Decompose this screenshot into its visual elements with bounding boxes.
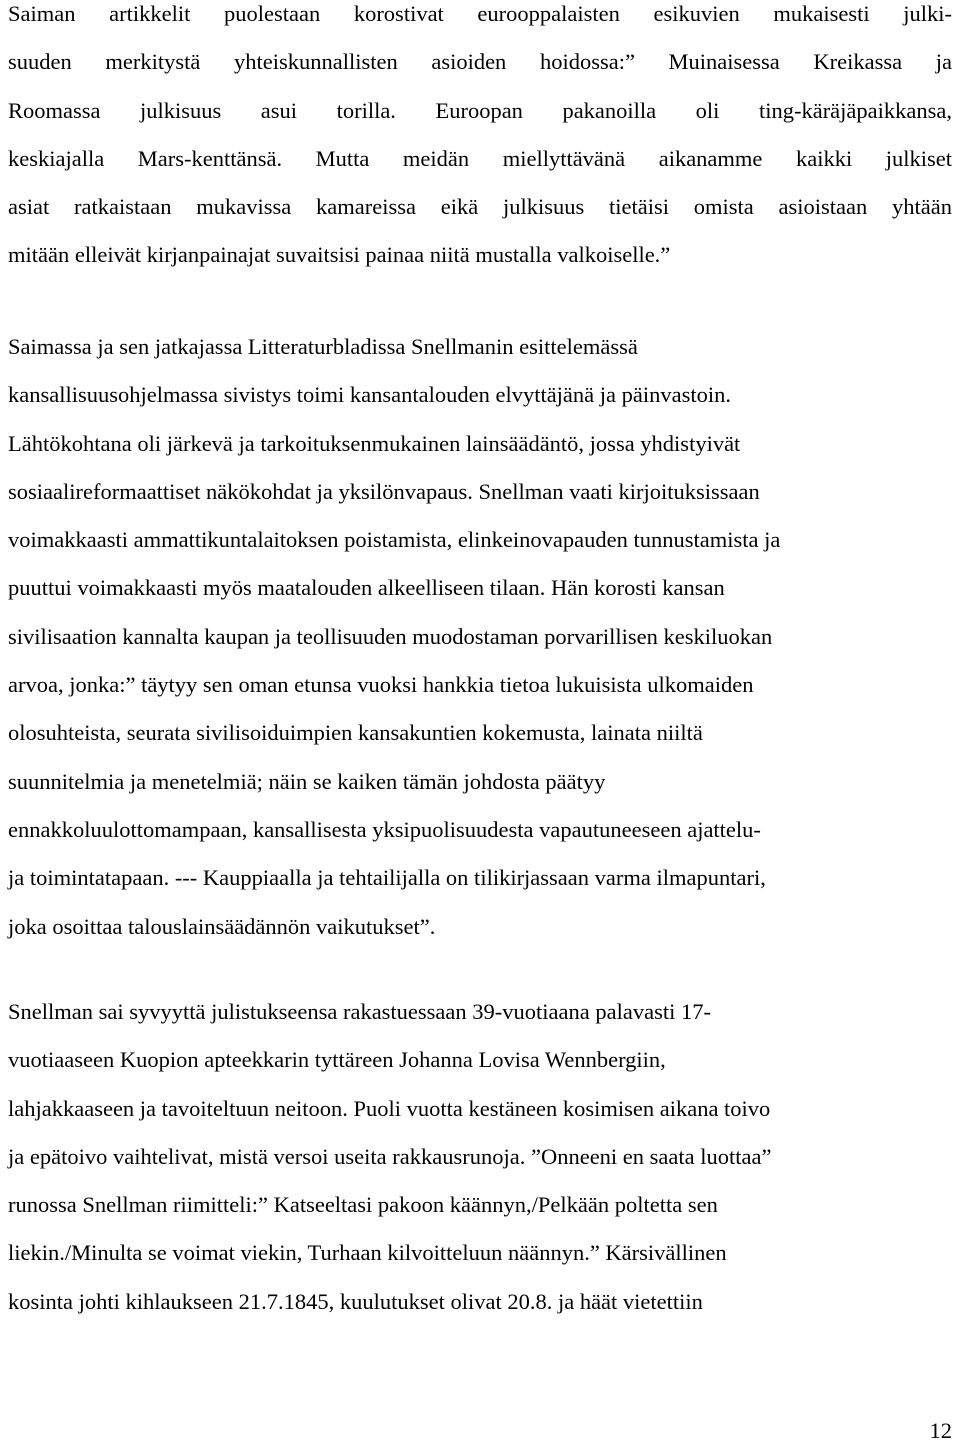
paragraph-line: ja toimintatapaan. --- Kauppiaalla ja tehtailijalla on tilikirjassaan varma ilmapuntari, [8,865,766,891]
paragraph-1 [8,0,952,280]
page-number: 12 [929,1418,952,1443]
paragraph-line: ennakkoluulottomampaan, kansallisesta yksipuolisuudesta vapautuneeseen ajattelu- [8,816,761,842]
paragraph-line: liekin./Minulta se voimat viekin, Turhaan kilvoitteluun näännyn.” Kärsivällinen [8,1240,727,1266]
paragraph-line: Snellman sai syvyyttä julistukseensa rakastuessaan 39-vuotiaana palavasti 17- [8,999,711,1024]
paragraph-line: lahjakkaaseen ja tavoiteltuun neitoon. Puoli vuotta kestäneen kosimisen aikana toivo [8,1095,771,1121]
paragraph-line: voimakkaasti ammattikuntalaitoksen poistamista, elinkeinovapauden tunnustamista ja [8,527,781,553]
paragraph-line: mitään elleivät kirjanpainajat suvaitsisi painaa niitä mustalla valkoiselle.” [8,242,671,268]
paragraph-line: Roomassa julkisuus asui torilla. Euroopan pakanoilla oli ting-käräjäpaikkansa, [8,97,952,123]
paragraph-line: Saimassa ja sen jatkajassa Litteraturbladissa Snellmanin esittelemässä [8,334,638,359]
paragraph-line: runossa Snellman riimitteli:” Katseeltasi pakoon käännyn,/Pelkään poltetta sen [8,1192,718,1218]
paragraph-2 [8,323,952,951]
paragraph-line: olosuhteista, seurata sivilisoiduimpien kansakuntien kokemusta, lainata niiltä [8,720,703,746]
paragraph-line: sosiaalireformaattiset näkökohdat ja yksilönvapaus. Snellman vaati kirjoituksissaan [8,478,760,504]
paragraph-line: joka osoittaa talouslainsäädännön vaikutukset”. [8,913,436,939]
paragraph-line: suunnitelmia ja menetelmiä; näin se kaiken tämän johdosta päätyy [8,768,606,794]
paragraph-3 [8,988,952,1326]
paragraph-line: arvoa, jonka:” täytyy sen oman etunsa vuoksi hankkia tietoa lukuisista ulkomaiden [8,672,754,698]
paragraph-line: vuotiaaseen Kuopion apteekkarin tyttäreen Johanna Lovisa Wennbergiin, [8,1047,666,1073]
paragraph-line: kansallisuusohjelmassa sivistys toimi kansantalouden elvyttäjänä ja päinvastoin. [8,382,731,408]
paragraph-line: suuden merkitystä yhteiskunnallisten asioiden hoidossa:” Muinaisessa Kreikassa ja [8,49,952,75]
paragraph-line: Lähtökohtana oli järkevä ja tarkoituksenmukainen lainsäädäntö, jossa yhdistyivät [8,430,741,456]
paragraph-line: asiat ratkaistaan mukavissa kamareissa eikä julkisuus tietäisi omista asioistaan yhtään [8,194,952,220]
paragraph-line: keskiajalla Mars-kenttänsä. Mutta meidän miellyttävänä aikanamme kaikki julkiset [8,145,952,171]
paragraph-line: puuttui voimakkaasti myös maatalouden alkeelliseen tilaan. Hän korosti kansan [8,575,725,601]
paragraph-line: Saiman artikkelit puolestaan korostivat eurooppalaisten esikuvien mukaisesti julki- [8,1,952,26]
paragraph-line: kosinta johti kihlaukseen 21.7.1845, kuulutukset olivat 20.8. ja häät vietettiin [8,1288,703,1314]
paragraph-line: sivilisaation kannalta kaupan ja teollisuuden muodostaman porvarillisen keskiluokan [8,623,773,649]
paragraph-line: ja epätoivo vaihtelivat, mistä versoi useita rakkausrunoja. ”Onneeni en saata luottaa” [8,1143,772,1169]
